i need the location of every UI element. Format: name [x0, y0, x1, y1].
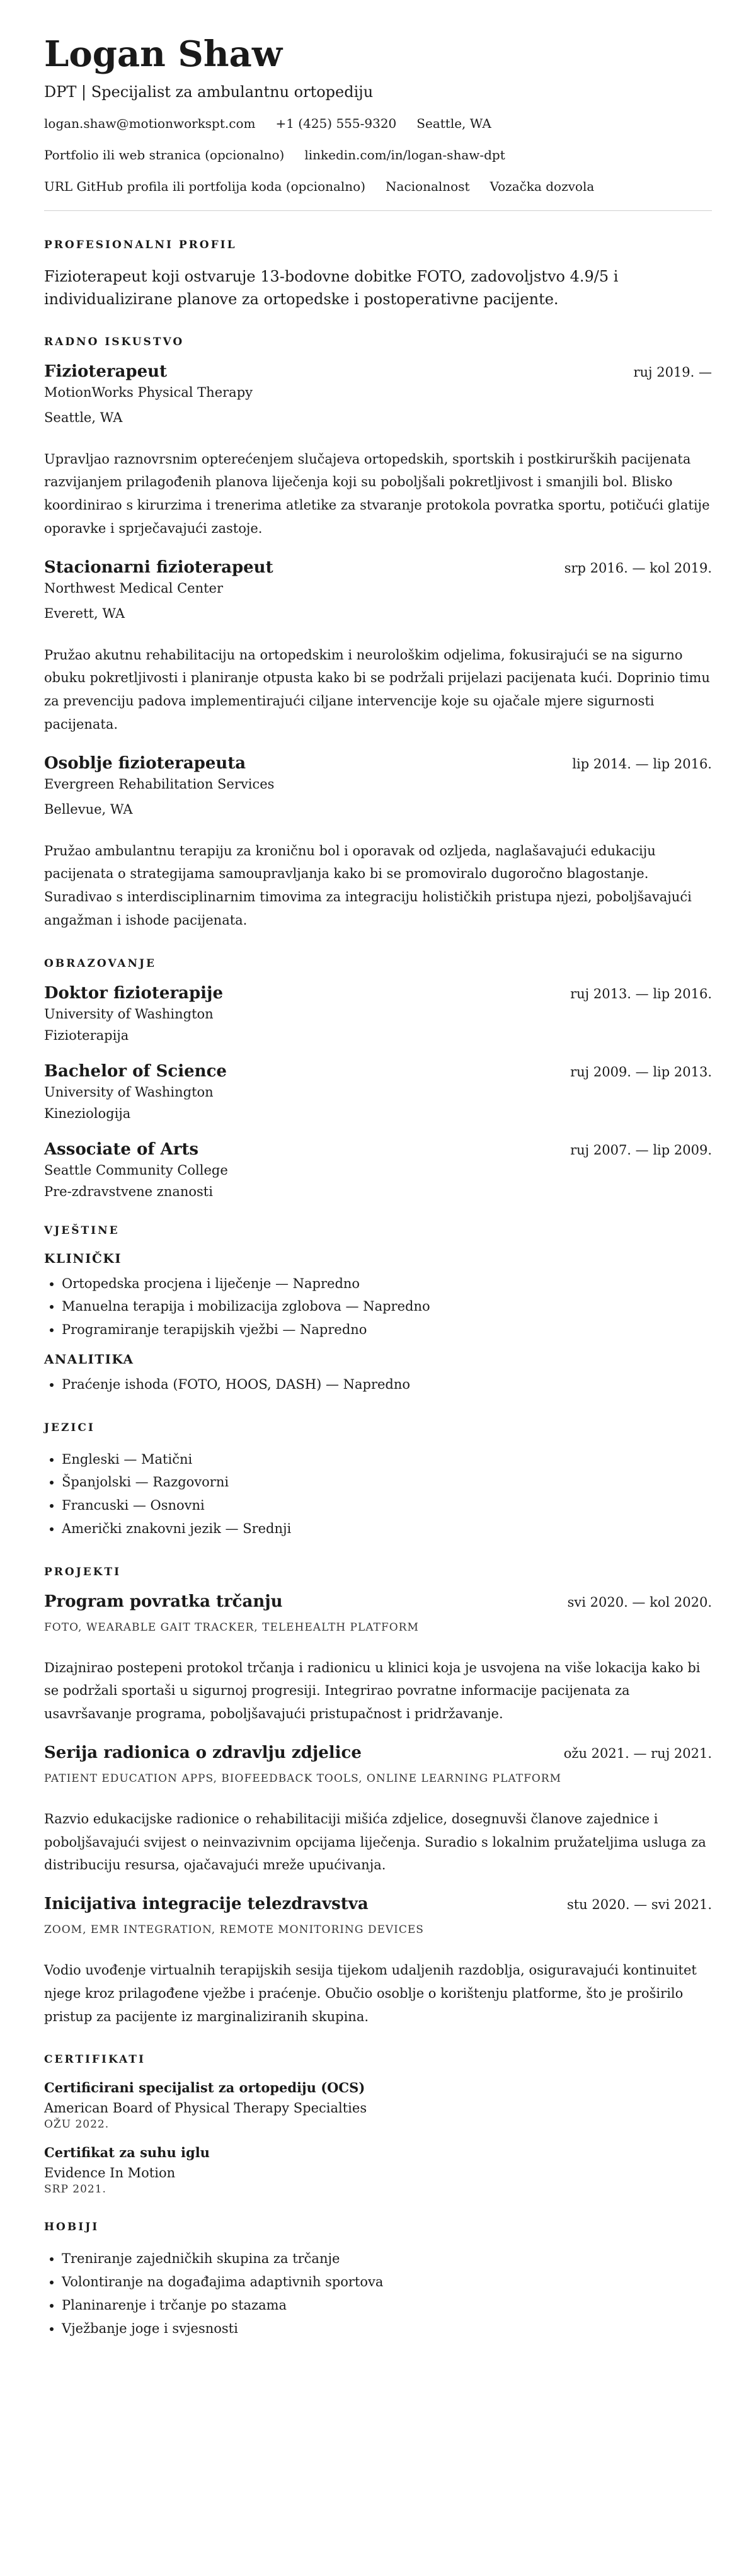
job-title: Stacionarni fizioterapeut	[44, 557, 273, 577]
job-employer: Evergreen Rehabilitation Services	[44, 776, 275, 792]
contact-phone[interactable]: +1 (425) 555-9320	[275, 115, 397, 131]
certificate-issuer: Evidence In Motion	[44, 2165, 176, 2181]
projects-heading: PROJEKTI	[44, 1565, 122, 1578]
project-description: Vodio uvođenje virtualnih terapijskih sesija tijekom udaljenih razdoblja, osiguravajući kontinuitet njege kroz prilagođene vježbe i praćenje. Obučio osoblje o korištenju platforme, što je proširilo pristup za pacijente iz marginaliziranih skupina.	[44, 1963, 697, 2024]
contact-portfolio[interactable]: Portfolio ili web stranica (opcionalno)	[44, 147, 285, 162]
job-location: Bellevue, WA	[44, 801, 133, 817]
skill-list-analytics	[44, 1373, 712, 1396]
skill-group-analytics: ANALITIKA	[44, 1351, 134, 1367]
degree-title: Associate of Arts	[44, 1139, 199, 1159]
header-divider	[44, 210, 712, 211]
hobby-item: • Vježbanje joge i svjesnosti	[62, 2317, 712, 2340]
project-entry	[44, 1743, 712, 1877]
contact-linkedin[interactable]: linkedin.com/in/logan-shaw-dpt	[304, 147, 505, 162]
contact-license: Vozačka dozvola	[490, 178, 595, 194]
profile-summary: Fizioterapeut koji ostvaruje 13-bodovne dobitke FOTO, zadovoljstvo 4.9/5 i individualizirane planove za ortopedske i postoperativne pacijente.	[44, 267, 619, 308]
job-title: Fizioterapeut	[44, 362, 168, 381]
certificate-title: Certifikat za suhu iglu	[44, 2145, 210, 2161]
certificate-entry	[44, 2145, 712, 2196]
hobby-item: • Planinarenje i trčanje po stazama	[62, 2294, 712, 2317]
project-tech: PATIENT EDUCATION APPS, BIOFEEDBACK TOOLS, ONLINE LEARNING PLATFORM	[44, 1772, 562, 1785]
candidate-name: Logan Shaw	[44, 33, 283, 75]
skill-item: • Programiranje terapijskih vježbi — Napredno	[62, 1318, 712, 1342]
experience-entry	[44, 754, 712, 932]
project-description: Dizajnirao postepeni protokol trčanja i radionicu u klinici koja je usvojena na više lokacija kako bi se podržali sportaši u sigurnoj progresiji. Integrirao povratne informacije pacijenata za usavršavanje programa, poboljšavajući pristupačnost i pridržavanje.	[44, 1660, 701, 1722]
candidate-title: DPT | Specijalist za ambulantnu ortopediju	[44, 83, 374, 101]
project-entry	[44, 1895, 712, 2028]
project-tech: ZOOM, EMR INTEGRATION, REMOTE MONITORING DEVICES	[44, 1923, 424, 1937]
degree-title: Doktor fizioterapije	[44, 983, 223, 1003]
degree-field: Pre-zdravstvene znanosti	[44, 1183, 213, 1199]
school-name: University of Washington	[44, 1084, 214, 1100]
skills-heading: VJEŠTINE	[44, 1224, 120, 1237]
contact-row-links	[44, 147, 712, 162]
contact-email[interactable]: logan.shaw@motionworkspt.com	[44, 115, 256, 131]
job-employer: MotionWorks Physical Therapy	[44, 384, 253, 400]
job-description: Pružao akutnu rehabilitaciju na ortopedskim i neurološkim odjelima, fokusirajući se na sigurno obuku pokretljivosti i planiranje otpusta kako bi se podržali prijelazi pacijenata kući. Doprinio timu za prevenciju padova implementirajući ciljane intervencije koje su ojačale mjere sigurnosti pacijenata.	[44, 647, 710, 732]
skill-list-clinical	[44, 1272, 712, 1342]
education-entry	[44, 1140, 712, 1199]
job-location: Seattle, WA	[44, 409, 123, 425]
school-name: University of Washington	[44, 1006, 214, 1022]
language-item: • Francuski — Osnovni	[62, 1494, 712, 1517]
language-item: • Engleski — Matični	[62, 1448, 712, 1471]
skill-group-clinical: KLINIČKI	[44, 1250, 122, 1266]
contact-location: Seattle, WA	[416, 115, 491, 131]
experience-entry	[44, 558, 712, 736]
education-entry	[44, 984, 712, 1043]
project-title: Program povratka trčanju	[44, 1592, 283, 1611]
skill-item: • Manuelna terapija i mobilizacija zglobova — Napredno	[62, 1295, 712, 1318]
job-description: Upravljao raznovrsnim opterećenjem slučajeva ortopedskih, sportskih i postkirurških pacijenata razvijanjem prilagođenih planova liječenja koji su poboljšali pokretljivost i smanjili bol. Blisko koordinirao s kirurzima i trenerima atletike za stvaranje protokola povratka sportu, potičući glatije oporavke i sprječavajući zastoje.	[44, 451, 710, 536]
contact-nationality: Nacionalnost	[386, 178, 470, 194]
job-employer: Northwest Medical Center	[44, 580, 224, 596]
project-tech: FOTO, WEARABLE GAIT TRACKER, TELEHEALTH PLATFORM	[44, 1621, 419, 1634]
degree-date: ruj 2007. — lip 2009.	[570, 1142, 712, 1158]
degree-date: ruj 2013. — lip 2016.	[570, 986, 712, 1001]
language-list	[44, 1448, 712, 1541]
project-date: ožu 2021. — ruj 2021.	[563, 1745, 712, 1761]
job-description: Pružao ambulantnu terapiju za kroničnu bol i oporavak od ozljeda, naglašavajući edukaciju pacijenata o strategijama samoupravljanja kako bi se promoviralo dugoročno blagostanje. Suradivao s interdisciplinarnim timovima za integraciju holističkih pristupa njezi, poboljšavajući angažman i ishode pacijenata.	[44, 843, 692, 928]
project-date: stu 2020. — svi 2021.	[566, 1897, 712, 1913]
job-location: Everett, WA	[44, 605, 125, 621]
education-heading: OBRAZOVANJE	[44, 957, 157, 970]
project-description: Razvio edukacijske radionice o rehabilitaciji mišića zdjelice, dosegnuvši članove zajednice i poboljšavajući svijest o neinvazivnim opcijama liječenja. Suradio s lokalnim pružateljima usluga za distribuciju resursa, ojačavajući mreže upućivanja.	[44, 1811, 706, 1873]
degree-field: Kineziologija	[44, 1105, 131, 1121]
project-date: svi 2020. — kol 2020.	[567, 1594, 712, 1610]
job-date: srp 2016. — kol 2019.	[564, 560, 712, 576]
contact-row-extra	[44, 179, 712, 194]
job-date: ruj 2019. —	[633, 364, 712, 380]
profile-heading: PROFESIONALNI PROFIL	[44, 238, 237, 251]
experience-entry	[44, 362, 712, 540]
certificates-heading: CERTIFIKATI	[44, 2053, 146, 2066]
certificate-title: Certificirani specijalist za ortopediju (OCS)	[44, 2080, 365, 2096]
project-title: Inicijativa integracije telezdravstva	[44, 1895, 369, 1914]
job-date: lip 2014. — lip 2016.	[572, 756, 712, 772]
language-item: • Španjolski — Razgovorni	[62, 1471, 712, 1494]
hobbies-heading: HOBIJI	[44, 2221, 100, 2234]
school-name: Seattle Community College	[44, 1162, 228, 1178]
hobby-item: • Treniranje zajedničkih skupina za trčanje	[62, 2247, 712, 2271]
certificate-entry	[44, 2080, 712, 2131]
skill-item: • Ortopedska procjena i liječenje — Napredno	[62, 1272, 712, 1296]
degree-title: Bachelor of Science	[44, 1061, 227, 1081]
contact-row-primary	[44, 116, 712, 131]
languages-heading: JEZICI	[44, 1421, 95, 1434]
degree-date: ruj 2009. — lip 2013.	[570, 1064, 712, 1080]
project-entry	[44, 1592, 712, 1726]
hobby-item: • Volontiranje na događajima adaptivnih sportova	[62, 2271, 712, 2294]
skill-item: • Praćenje ishoda (FOTO, HOOS, DASH) — Napredno	[62, 1373, 712, 1396]
education-entry	[44, 1062, 712, 1121]
experience-heading: RADNO ISKUSTVO	[44, 335, 185, 348]
job-title: Osoblje fizioterapeuta	[44, 753, 246, 773]
project-title: Serija radionica o zdravlju zdjelice	[44, 1743, 362, 1762]
language-item: • Američki znakovni jezik — Srednji	[62, 1517, 712, 1541]
certificate-issuer: American Board of Physical Therapy Specialties	[44, 2100, 367, 2116]
certificate-date: SRP 2021.	[44, 2183, 106, 2196]
certificate-date: OŽU 2022.	[44, 2118, 110, 2131]
degree-field: Fizioterapija	[44, 1027, 129, 1043]
contact-github[interactable]: URL GitHub profila ili portfolija koda (opcionalno)	[44, 178, 366, 194]
hobby-list	[44, 2247, 712, 2340]
